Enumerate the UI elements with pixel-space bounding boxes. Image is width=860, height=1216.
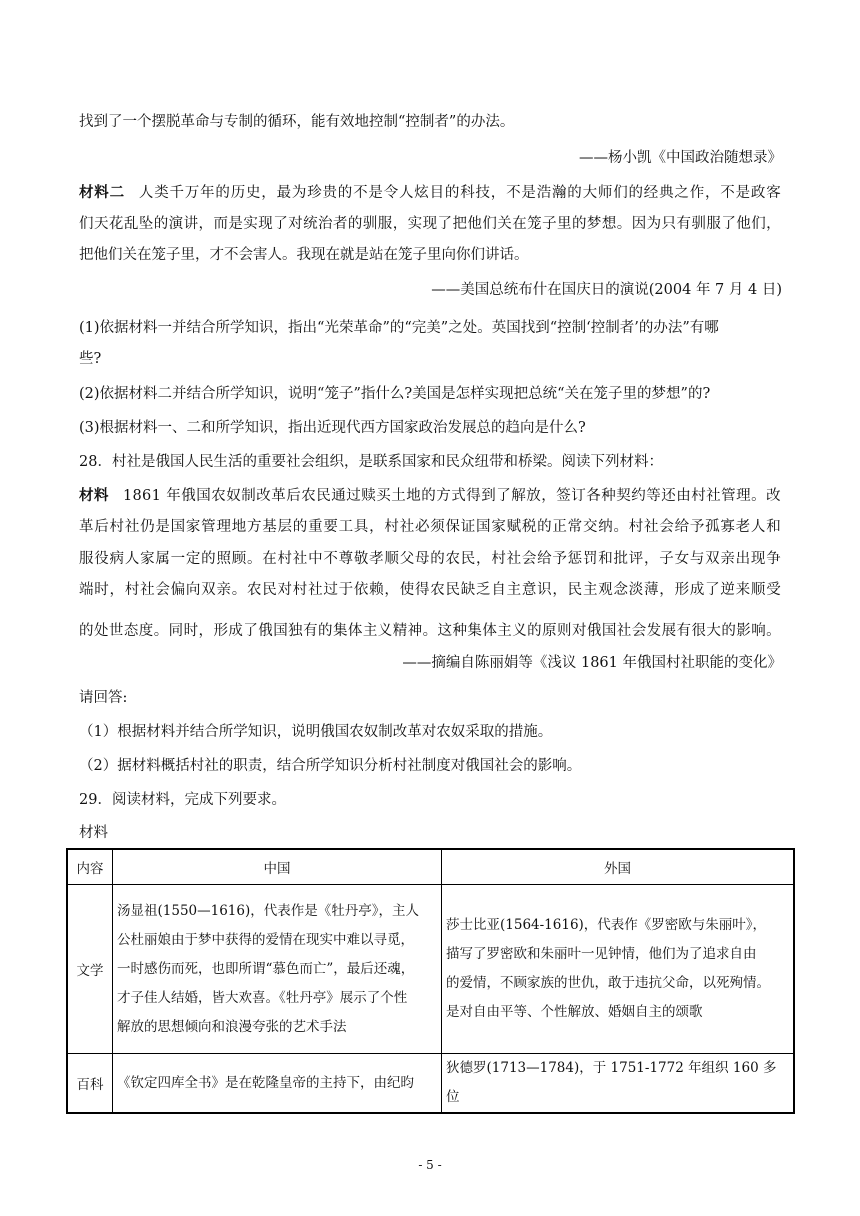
question-28-2: （2）据材料概括村社的职责，结合所学知识分析村社制度对俄国社会的影响。 bbox=[79, 758, 582, 774]
material-label: 材料二 bbox=[79, 184, 125, 201]
material-28-line: 端时，村社会偏向双亲。农民对村社过于依赖，使得农民缺乏自主意识，民主观念淡薄，形成了逆来顺受 bbox=[79, 582, 781, 598]
table-header-row bbox=[67, 849, 794, 885]
material-text: 人类千万年的历史，最为珍贵的不是令人炫目的科技，不是浩瀚的大师们的经典之作，不是政客 bbox=[138, 185, 781, 201]
row-category: 百科 bbox=[67, 1054, 113, 1114]
cell-line: 描写了罗密欧和朱丽叶一见钟情，他们为了追求自由 bbox=[446, 946, 757, 962]
question-1-cont: 些? bbox=[79, 351, 102, 367]
material-2-line: 们天花乱坠的演讲，而是实现了对统治者的驯服，实现了把他们关在笼子里的梦想。因为只有驯服了他们， bbox=[79, 216, 781, 232]
cell-line: 莎士比亚(1564-1616)，代表作《罗密欧与朱丽叶》， bbox=[446, 917, 767, 933]
material-text: 1861 年俄国农奴制改革后农民通过赎买土地的方式得到了解放，签订各种契约等还由村社管理。改 bbox=[123, 488, 781, 504]
material-29-label: 材料 bbox=[79, 825, 108, 841]
question-3: (3)根据材料一、二和所学知识，指出近现代西方国家政治发展总的趋向是什么? bbox=[79, 420, 586, 436]
cell-line: 《钦定四库全书》是在乾隆皇帝的主持下，由纪昀 bbox=[117, 1074, 414, 1091]
china-cell bbox=[113, 885, 442, 1054]
table-row bbox=[67, 1054, 794, 1114]
question-2: (2)依据材料二并结合所学知识，说明“笼子”指什么?美国是怎样实现把总统“关在笼子里的梦想”的? bbox=[79, 386, 711, 402]
table-header: 外国 bbox=[442, 849, 795, 885]
source-citation: ——摘编自陈丽娟等《浅议 1861 年俄国村社职能的变化》 bbox=[402, 655, 782, 671]
cell-line: 狄德罗(1713—1784)，于 1751-1772 年组织 160 多位 bbox=[446, 1060, 777, 1105]
cell-line: 才子佳人结婚，皆大欢喜。《牡丹亭》展示了个性 bbox=[117, 989, 408, 1006]
cell-line: 公杜丽娘由于梦中获得的爱情在现实中难以寻觅， bbox=[117, 931, 414, 948]
foreign-cell bbox=[442, 1054, 795, 1114]
table-header: 中国 bbox=[113, 849, 442, 885]
foreign-cell bbox=[442, 885, 795, 1054]
cell-line: 一时感伤而死，也即所谓“慕色而亡”，最后还魂， bbox=[117, 960, 415, 977]
question-1: (1)依据材料一并结合所学知识，指出“光荣革命”的“完美”之处。英国找到“控制‘控制者’的办法”有哪 bbox=[79, 320, 719, 336]
table-header: 内容 bbox=[67, 849, 113, 885]
material-28-line bbox=[79, 486, 781, 506]
material-28-line: 的处世态度。同时，形成了俄国独有的集体主义精神。这种集体主义的原则对俄国社会发展有很大的影响。 bbox=[79, 623, 781, 639]
cell-line: 解放的思想倾向和浪漫夸张的艺术手法 bbox=[117, 1018, 347, 1035]
cell-line: 是对自由平等、个性解放、婚姻自主的颂歌 bbox=[446, 1004, 703, 1020]
material-2-line: 把他们关在笼子里，才不会害人。我现在就是站在笼子里向你们讲话。 bbox=[79, 247, 529, 263]
material-28-line: 革后村社仍是国家管理地方基层的重要工具，村社必须保证国家赋税的正常交纳。村社会给予孤寡老人和 bbox=[79, 519, 781, 535]
question-28-1: （1）根据材料并结合所学知识，说明俄国农奴制改革对农奴采取的措施。 bbox=[79, 724, 553, 740]
page-number: - 5 - bbox=[418, 1158, 442, 1172]
question-29: 29．阅读材料，完成下列要求。 bbox=[79, 792, 286, 808]
question-28: 28．村社是俄国人民生活的重要社会组织，是联系国家和民众纽带和桥梁。阅读下列材料： bbox=[79, 454, 663, 470]
ask-label: 请回答: bbox=[79, 690, 128, 706]
material-28-line: 服役病人家属一定的照顾。在村社中不尊敬孝顺父母的农民，村社会给予惩罚和批评，子女与双亲出现争 bbox=[79, 551, 781, 567]
source-citation: ——杨小凯《中国政治随想录》 bbox=[579, 150, 782, 166]
row-category: 文学 bbox=[67, 885, 113, 1054]
cell-line: 汤显祖(1550—1616)，代表作是《牡丹亭》，主人 bbox=[117, 902, 419, 919]
cell-line: 的爱情，不顾家族的世仇，敢于违抗父命，以死殉情。 bbox=[446, 975, 770, 991]
china-cell bbox=[113, 1054, 442, 1114]
comparison-table bbox=[66, 848, 795, 1114]
text-line: 找到了一个摆脱革命与专制的循环，能有效地控制“控制者”的办法。 bbox=[79, 114, 515, 130]
material-label: 材料 bbox=[79, 487, 109, 504]
material-2-line bbox=[79, 183, 781, 203]
table-row bbox=[67, 885, 794, 1054]
source-citation: ——美国总统布什在国庆日的演说(2004 年 7 月 4 日) bbox=[431, 282, 782, 298]
